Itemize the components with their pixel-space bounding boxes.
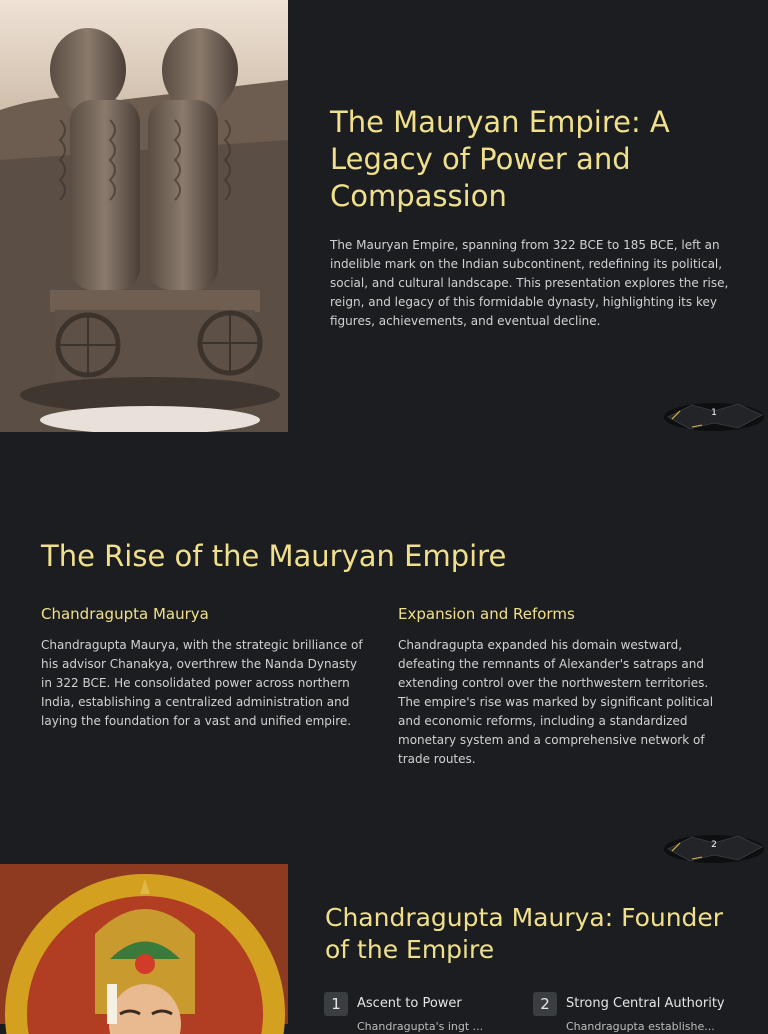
page-number-badge [662, 401, 766, 433]
founder-title: Chandragupta Maurya: Founder of the Empire [325, 903, 724, 964]
step-central-authority [533, 992, 753, 1033]
step-description: Chandragupta's ingt ... [357, 1020, 484, 1033]
column-expansion [398, 604, 730, 769]
lion-capital-image [0, 0, 288, 432]
portrait-illustration [0, 864, 288, 1024]
slide-founder [0, 864, 768, 1033]
step-number: 1 [324, 992, 348, 1016]
presentation-intro: The Mauryan Empire, spanning from 322 BCE to 185 BCE, left an indelible mark on the Indian subcontinent, redefining its political, social, and cultural landscape. This presentation explores the rise, reign, and legacy of this formidable dynasty, highlighting its key figures, achievements, and eventual decline. [330, 238, 729, 328]
chandragupta-portrait-image [0, 864, 288, 1024]
page-number: 1 [711, 408, 717, 418]
column-heading: Chandragupta Maurya [41, 605, 209, 623]
page-number-badge [662, 833, 766, 865]
step-label: Strong Central Authority [566, 996, 725, 1011]
presentation-title: The Mauryan Empire: A Legacy of Power and Compassion [330, 105, 670, 213]
column-text: Chandragupta Maurya, with the strategic brilliance of his advisor Chanakya, overthrew the Nanda Dynasty in 322 BCE. He consolidated power across northern India, establishing a centralized administration and laying the foundation for a vast and unified empire. [41, 638, 363, 728]
lion-capital-illustration [0, 0, 288, 432]
slide-rise [0, 432, 768, 864]
slide-title [0, 0, 768, 432]
step-label: Ascent to Power [357, 996, 462, 1011]
page-number: 2 [711, 840, 717, 850]
step-description: Chandragupta establishe... [566, 1020, 715, 1033]
step-ascent [324, 992, 524, 1033]
rise-title: The Rise of the Mauryan Empire [41, 539, 507, 573]
column-heading: Expansion and Reforms [398, 605, 575, 623]
step-number: 2 [533, 992, 557, 1016]
column-chandragupta [41, 604, 371, 731]
column-text: Chandragupta expanded his domain westward, defeating the remnants of Alexander's satraps and extending control over the northwestern territories. The empire's rise was marked by significant political and economic reforms, including a standardized monetary system and a comprehensive network of trade routes. [398, 638, 714, 766]
